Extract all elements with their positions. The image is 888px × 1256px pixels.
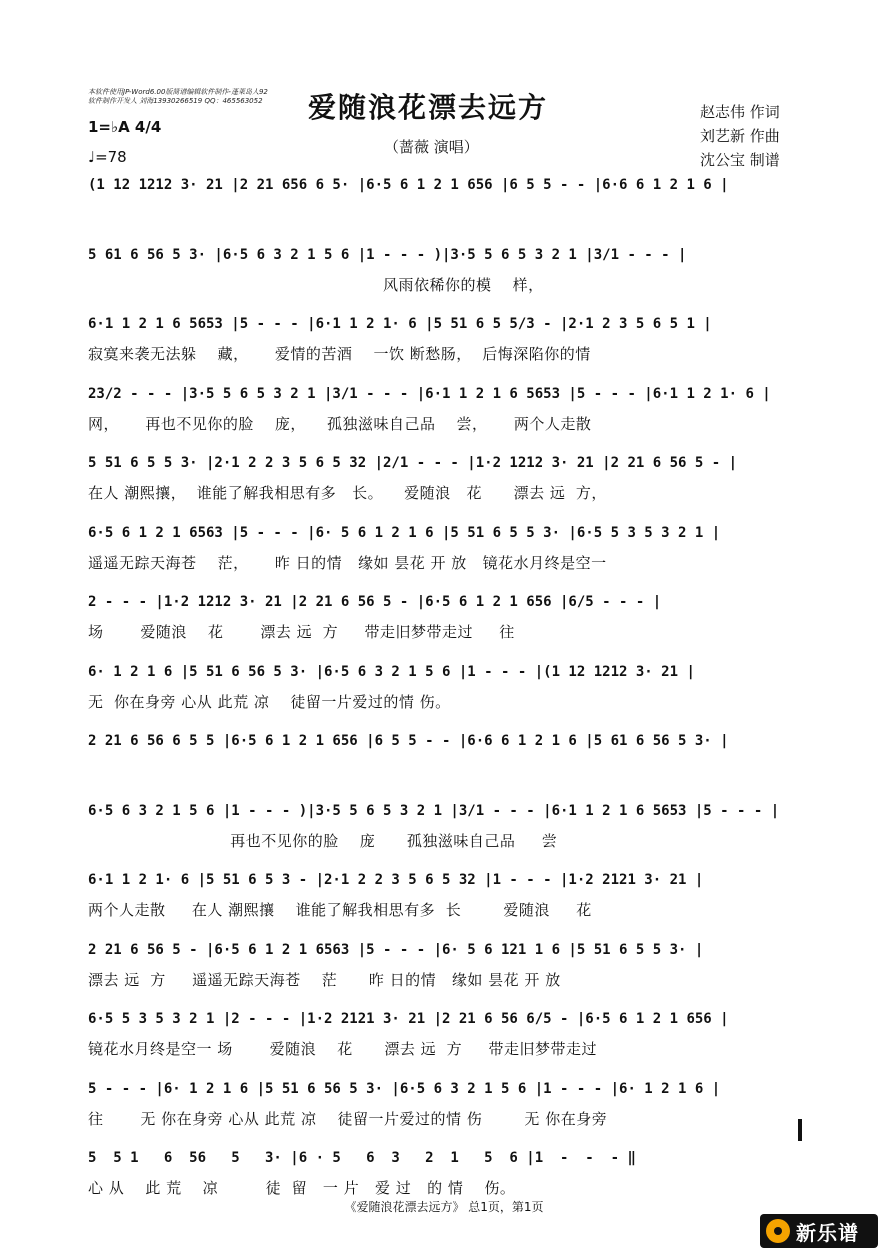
page-footer: 《爱随浪花漂去远方》 总1页，第1页 [344, 1200, 544, 1214]
composer-credit: 刘艺新 作曲 [700, 127, 780, 145]
lyric-line: 遥遥无踪天海苍 茫， 昨 日的情 缘如 昙花 开 放 镜花水月终是空一 [88, 553, 607, 572]
logo-text: 新乐谱 [796, 1220, 859, 1245]
final-barline [798, 1119, 802, 1141]
site-logo[interactable] [760, 1214, 878, 1248]
notation-line: 2 - - - |1·2 1212 3· 21 |2 21 6 56 5 - |6·5 6 1 2 1 656 |6/5 - - - | [88, 594, 662, 610]
lyric-line: 两个人走散 在人 潮熙攘 谁能了解我相思有多 长 爱随浪 花 [88, 901, 592, 919]
lyric-line: 漂去 远 方 遥遥无踪天海苍 茫 昨 日的情 缘如 昙花 开 放 [88, 970, 561, 989]
lyric-line: 无 你在身旁 心从 此荒 凉 徒留一片爱过的情 伤。 [88, 692, 451, 711]
notation-line: 6·5 6 3 2 1 5 6 |1 - - - )|3·5 5 6 5 3 2 1 |3/1 - - - |6·1 1 2 1 6 5653 |5 - - - | [88, 802, 780, 819]
singer-credit: （蔷薇 演唱） [384, 138, 479, 156]
lyricist-credit: 赵志伟 作词 [700, 103, 780, 121]
lyric-line: 心 从 此 荒 凉 徒 留 一 片 爱 过 的 情 伤。 [88, 1179, 516, 1197]
lyric-line: 网， 再也不见你的脸 庞， 孤独滋味自己品 尝， 两个人走散 [88, 414, 592, 433]
notation-line: 6·1 1 2 1 6 5653 |5 - - - |6·1 1 2 1· 6 |5 51 6 5 5/3 - |2·1 2 3 5 6 5 1 | [88, 316, 712, 332]
notation-line: 2 21 6 56 5 - |6·5 6 1 2 1 6563 |5 - - - |6· 5 6 121 1 6 |5 51 6 5 5 3· | [88, 941, 704, 958]
notation-line: 6·5 6 1 2 1 6563 |5 - - - |6· 5 6 1 2 1 6 |5 51 6 5 5 3· |6·5 5 3 5 3 2 1 | [88, 524, 721, 541]
logo-disc-icon [766, 1219, 790, 1243]
notation-line: 6·5 5 3 5 3 2 1 |2 - - - |1·2 2121 3· 21 |2 21 6 56 6/5 - |6·5 6 1 2 1 656 | [88, 1011, 729, 1027]
notation-line: 6· 1 2 1 6 |5 51 6 56 5 3· |6·5 6 3 2 1 5 6 |1 - - - |(1 12 1212 3· 21 | [88, 663, 695, 680]
notation-line: 5 51 6 5 5 3· |2·1 2 2 3 5 6 5 32 |2/1 - - - |1·2 1212 3· 21 |2 21 6 56 5 - | [88, 455, 738, 471]
notation-line: (1 12 1212 3· 21 |2 21 656 6 5· |6·5 6 1 2 1 656 |6 5 5 - - |6·6 6 1 2 1 6 | [88, 177, 729, 193]
lyric-line: 风雨依稀你的模 样， [88, 275, 544, 294]
lyric-line: 场 爱随浪 花 漂去 远 方 带走旧梦带走过 往 [88, 623, 515, 641]
notation-line: 23/2 - - - |3·5 5 6 5 3 2 1 |3/1 - - - |6·1 1 2 1 6 5653 |5 - - - |6·1 1 2 1· 6 | [88, 385, 771, 402]
notation-line: 5 5 1 6 56 5 3· |6 · 5 6 3 2 1 5 6 |1 - - - ‖ [88, 1150, 636, 1166]
notation-line: 2 21 6 56 6 5 5 |6·5 6 1 2 1 656 |6 5 5 - - |6·6 6 1 2 1 6 |5 61 6 56 5 3· | [88, 733, 729, 749]
song-title: 爱随浪花漂去远方 [308, 91, 549, 124]
lyric-line: 寂寞来袭无法躲 藏， 爱情的苦酒 一饮 断愁肠， 后悔深陷你的情 [88, 345, 591, 363]
notation-line: 5 61 6 56 5 3· |6·5 6 3 2 1 5 6 |1 - - - )|3·5 5 6 5 3 2 1 |3/1 - - - | [88, 246, 687, 263]
lyric-line: 在人 潮熙攘， 谁能了解我相思有多 长。 爱随浪 花 漂去 远 方， [88, 484, 607, 502]
lyric-line: 再也不见你的脸 庞 孤独滋味自己品 尝 [88, 831, 558, 850]
arranger-credit: 沈公宝 制谱 [700, 151, 780, 169]
notation-line: 6·1 1 2 1· 6 |5 51 6 5 3 - |2·1 2 2 3 5 6 5 32 |1 - - - |1·2 2121 3· 21 | [88, 872, 704, 888]
lyric-line: 镜花水月终是空一 场 爱随浪 花 漂去 远 方 带走旧梦带走过 [88, 1040, 597, 1058]
software-credit-line-1: 本软件使用JP-Word6.00版简谱编辑软件制作-蓬莱岛人92 [88, 88, 268, 96]
lyric-line: 往 无 你在身旁 心从 此荒 凉 徒留一片爱过的情 伤 无 你在身旁 [88, 1109, 608, 1128]
notation-line: 5 - - - |6· 1 2 1 6 |5 51 6 56 5 3· |6·5 6 3 2 1 5 6 |1 - - - |6· 1 2 1 6 | [88, 1080, 721, 1097]
software-credit-line-2: 软件制作开发人 刘海13930266519 QQ：465563052 [88, 97, 263, 105]
key-signature: 1=♭A 4/4 [88, 118, 162, 136]
tempo-marking: ♩=78 [88, 148, 127, 166]
